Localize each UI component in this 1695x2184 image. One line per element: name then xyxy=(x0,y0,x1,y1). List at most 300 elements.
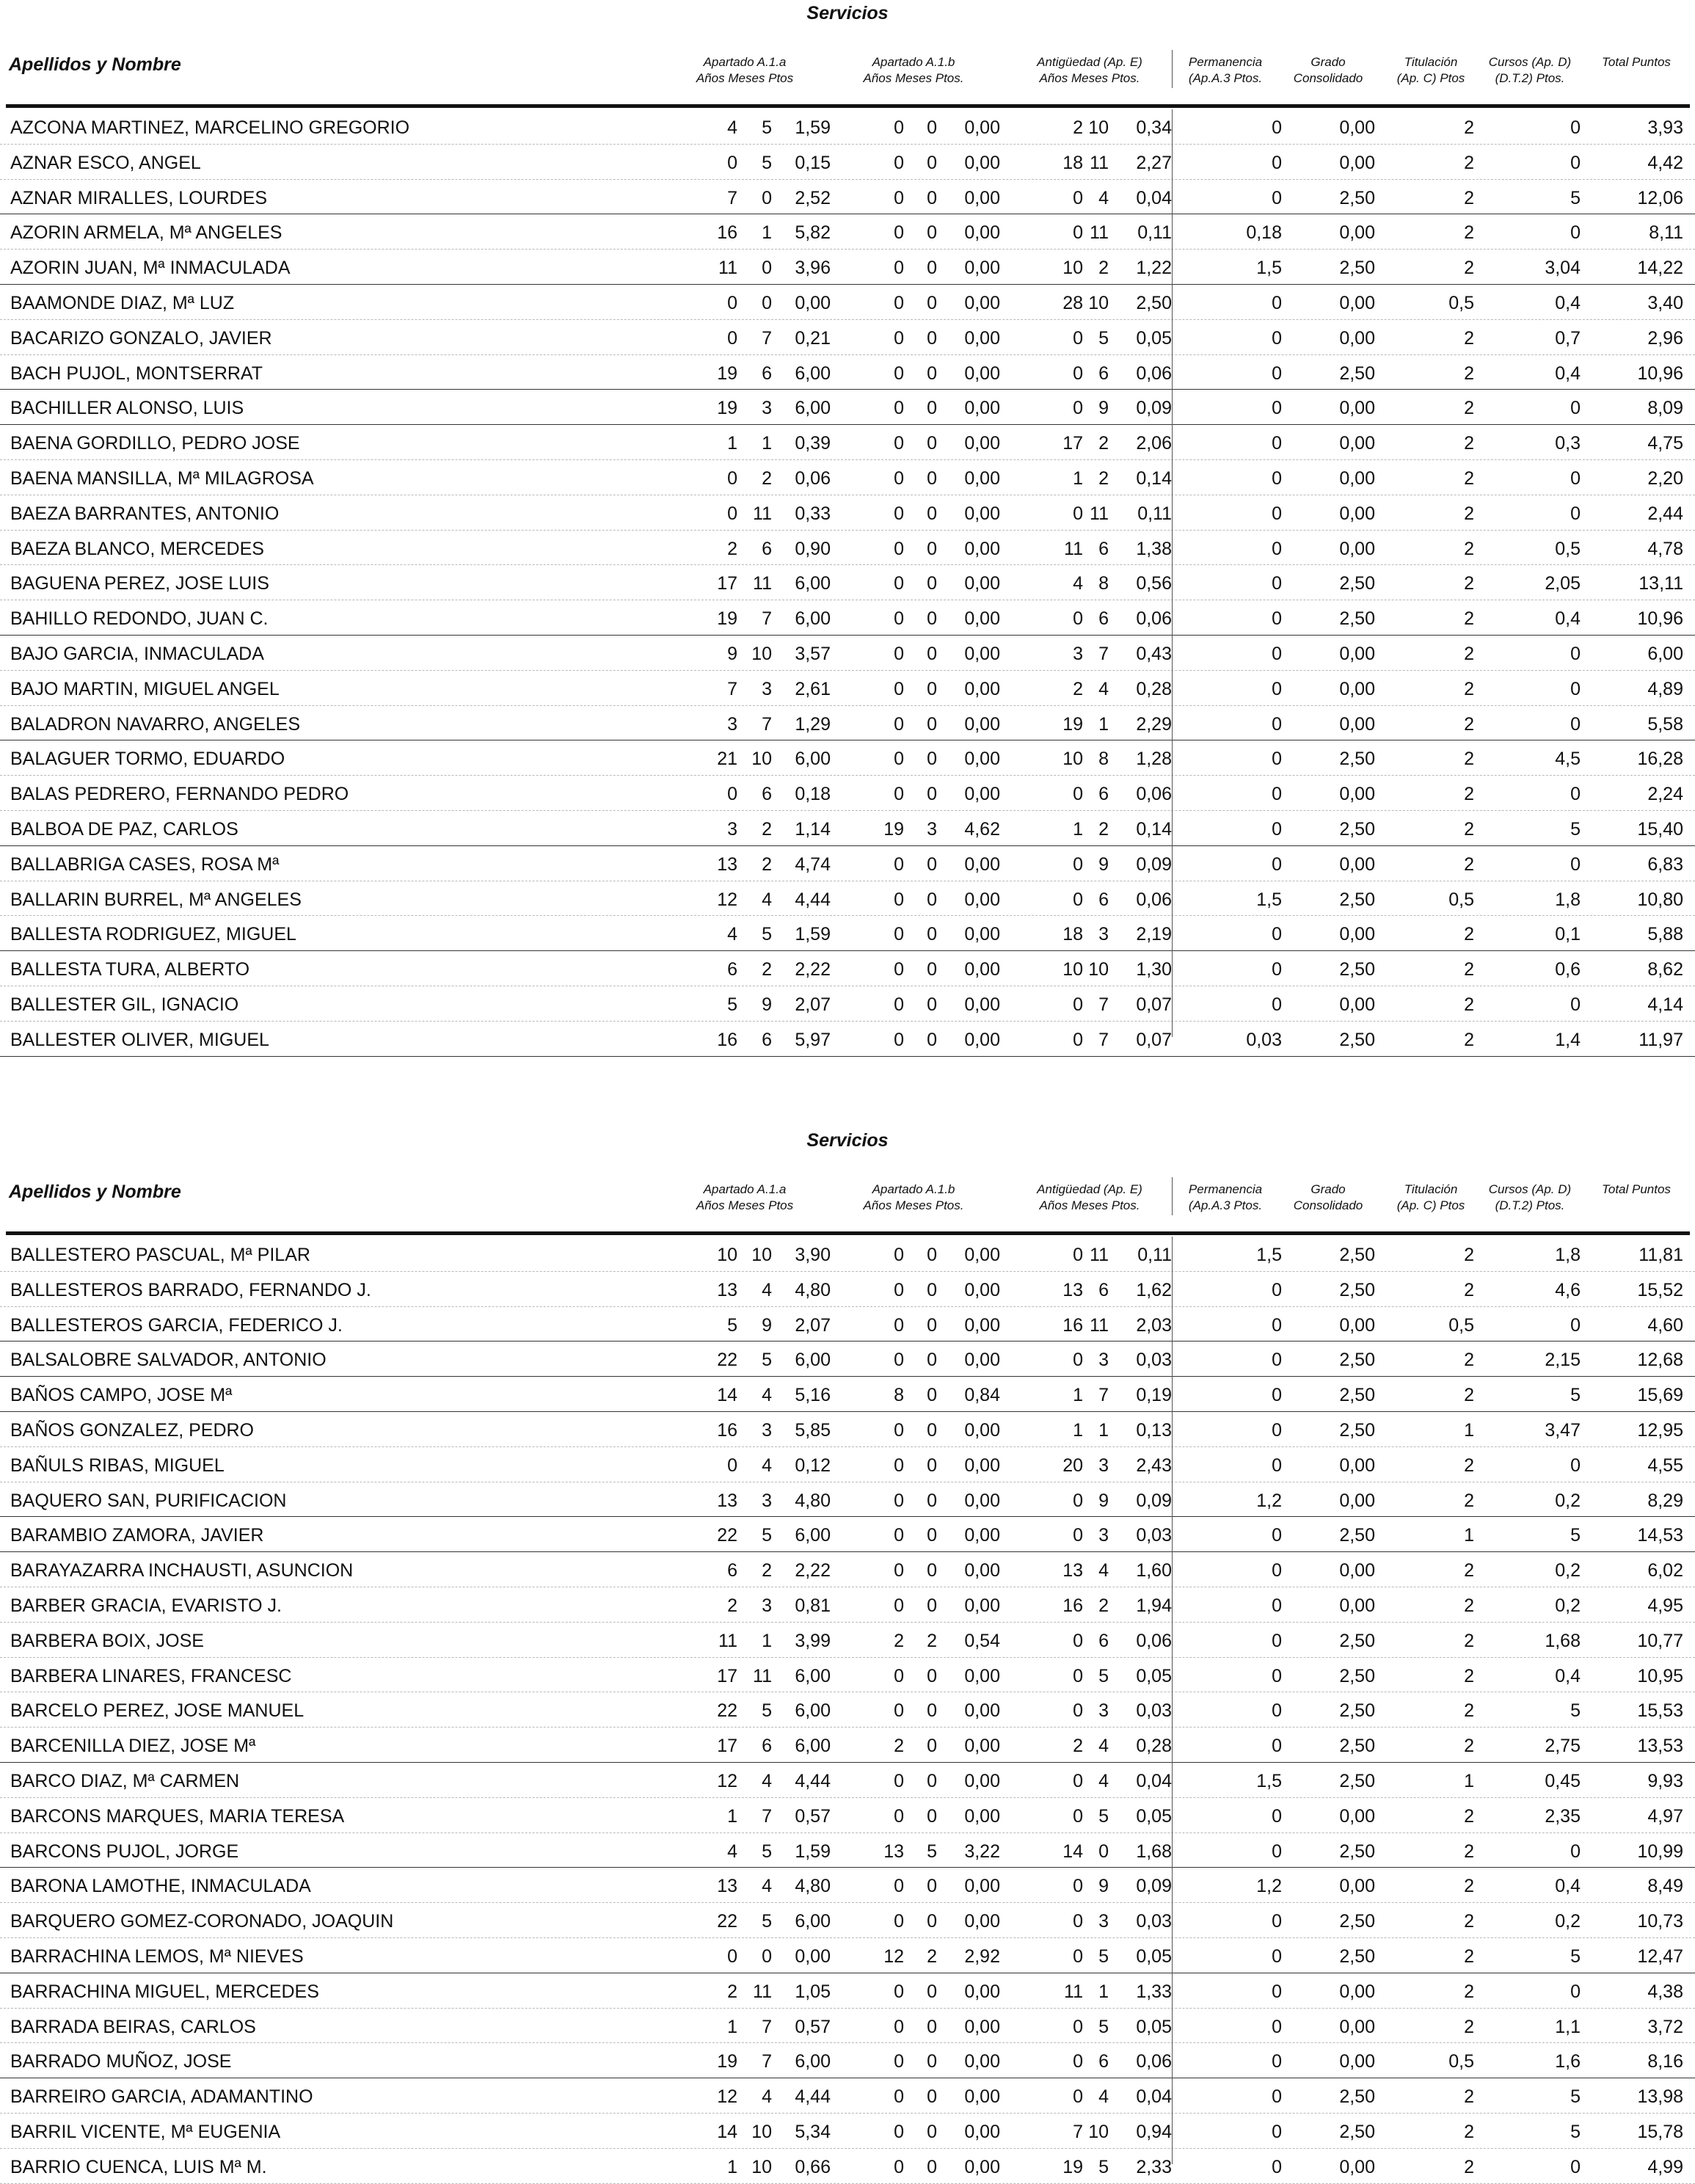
cell-a1b-meses: 0 xyxy=(927,889,937,910)
cell-antig-meses: 6 xyxy=(1098,1630,1109,1651)
cell-titulacion: 1 xyxy=(1464,1525,1474,1546)
cell-antig-meses: 1 xyxy=(1098,1419,1109,1441)
cell-permanencia: 0 xyxy=(1272,1314,1282,1336)
cell-antig-meses: 5 xyxy=(1098,1665,1109,1686)
cell-titulacion: 2 xyxy=(1464,678,1474,699)
cell-a1b-meses: 0 xyxy=(927,433,937,454)
table-row xyxy=(0,1658,1695,1693)
cell-total: 2,44 xyxy=(1647,503,1683,524)
cell-permanencia: 0 xyxy=(1272,2156,1282,2177)
cell-titulacion: 2 xyxy=(1464,1911,1474,1932)
cell-a1a-meses: 4 xyxy=(762,1455,772,1476)
cell-name: BALBOA DE PAZ, CARLOS xyxy=(10,818,238,840)
cell-cursos: 0 xyxy=(1570,784,1581,805)
cell-name: BARBERA LINARES, FRANCESC xyxy=(10,1665,292,1686)
cell-a1b-ptos: 0,00 xyxy=(964,2156,1000,2177)
cell-antig-meses: 7 xyxy=(1098,643,1109,664)
cell-permanencia: 1,5 xyxy=(1256,1770,1282,1791)
cell-antig-meses: 3 xyxy=(1098,1700,1109,1722)
cell-antig-anos: 0 xyxy=(1073,503,1083,524)
cell-a1b-ptos: 0,00 xyxy=(964,1279,1000,1300)
cell-name: BARRADA BEIRAS, CARLOS xyxy=(10,2016,256,2037)
cell-permanencia: 0 xyxy=(1272,924,1282,945)
header-permanencia: Permanencia (Ap.A.3 Ptos. xyxy=(1188,1182,1263,1212)
cell-antig-ptos: 2,03 xyxy=(1136,1314,1172,1336)
table-row xyxy=(0,1237,1695,1272)
cell-antig-meses: 2 xyxy=(1098,433,1109,454)
cell-titulacion: 2 xyxy=(1464,643,1474,664)
table-row xyxy=(0,846,1695,881)
cell-titulacion: 2 xyxy=(1464,608,1474,630)
cell-antig-meses: 11 xyxy=(1090,503,1109,524)
cell-permanencia: 0 xyxy=(1272,1841,1282,1862)
table-row xyxy=(0,145,1695,180)
cell-cursos: 0 xyxy=(1570,467,1581,489)
cell-antig-anos: 10 xyxy=(1062,258,1083,279)
cell-cursos: 1,68 xyxy=(1545,1630,1581,1651)
cell-a1b-ptos: 0,00 xyxy=(964,1350,1000,1371)
cell-titulacion: 2 xyxy=(1464,1385,1474,1406)
header-antiguedad: Antigüedad (Ap. E) Años Meses Ptos. xyxy=(1037,55,1142,85)
cell-a1b-ptos: 0,00 xyxy=(964,503,1000,524)
cell-antig-ptos: 1,60 xyxy=(1136,1560,1172,1581)
cell-name: BALLESTER GIL, IGNACIO xyxy=(10,994,239,1015)
cell-grado: 0,00 xyxy=(1339,1805,1375,1827)
cell-a1b-anos: 0 xyxy=(894,1029,904,1050)
cell-a1b-meses: 5 xyxy=(927,1841,937,1862)
cell-grado: 2,50 xyxy=(1339,1350,1375,1371)
cell-cursos: 0,4 xyxy=(1555,1665,1581,1686)
cell-total: 5,58 xyxy=(1647,713,1683,735)
cell-name: BALLESTERO PASCUAL, Mª PILAR xyxy=(10,1245,310,1265)
cell-antig-meses: 8 xyxy=(1098,749,1109,770)
cell-a1a-anos: 10 xyxy=(717,1245,737,1265)
cell-permanencia: 0 xyxy=(1272,853,1282,875)
cell-antig-ptos: 0,06 xyxy=(1136,2051,1172,2072)
cell-a1b-anos: 0 xyxy=(894,678,904,699)
table-row xyxy=(0,1763,1695,1798)
cell-a1a-anos: 7 xyxy=(727,187,737,208)
cell-grado: 0,00 xyxy=(1339,1560,1375,1581)
cell-antig-ptos: 2,06 xyxy=(1136,433,1172,454)
cell-antig-ptos: 0,11 xyxy=(1137,503,1172,524)
cell-cursos: 0,2 xyxy=(1555,1595,1581,1616)
cell-permanencia: 0 xyxy=(1272,784,1282,805)
cell-grado: 2,50 xyxy=(1339,363,1375,384)
table-row xyxy=(0,180,1695,215)
cell-a1a-ptos: 0,57 xyxy=(795,2016,831,2037)
cell-a1b-meses: 0 xyxy=(927,713,937,735)
cell-total: 11,81 xyxy=(1638,1245,1683,1265)
cell-a1a-ptos: 3,99 xyxy=(795,1630,831,1651)
cell-permanencia: 1,5 xyxy=(1256,1245,1282,1265)
cell-antig-ptos: 0,11 xyxy=(1137,222,1172,244)
cell-a1a-ptos: 0,18 xyxy=(795,784,831,805)
cell-a1b-ptos: 0,84 xyxy=(964,1385,1000,1406)
cell-a1b-anos: 0 xyxy=(894,327,904,349)
cell-a1a-ptos: 4,80 xyxy=(795,1490,831,1511)
header-rule xyxy=(6,104,1690,108)
cell-a1b-meses: 0 xyxy=(927,1665,937,1686)
cell-a1b-ptos: 0,00 xyxy=(964,1314,1000,1336)
table-row xyxy=(0,1692,1695,1728)
cell-a1a-ptos: 6,00 xyxy=(795,1911,831,1932)
table-body xyxy=(0,1237,1695,2184)
cell-cursos: 2,75 xyxy=(1545,1736,1581,1757)
cell-a1b-anos: 0 xyxy=(894,1314,904,1336)
cell-total: 8,49 xyxy=(1647,1876,1683,1897)
cell-a1a-meses: 6 xyxy=(762,538,772,559)
cell-a1a-anos: 12 xyxy=(717,2086,737,2108)
cell-a1b-meses: 0 xyxy=(927,1805,937,1827)
table-row xyxy=(0,740,1695,776)
cell-a1b-meses: 0 xyxy=(927,1595,937,1616)
cell-a1b-meses: 0 xyxy=(927,749,937,770)
cell-a1b-anos: 2 xyxy=(894,1630,904,1651)
cell-antig-ptos: 0,03 xyxy=(1136,1911,1172,1932)
cell-antig-anos: 0 xyxy=(1073,994,1083,1015)
cell-a1a-anos: 1 xyxy=(727,2016,737,2037)
table-row xyxy=(0,1903,1695,1938)
cell-a1b-meses: 0 xyxy=(927,363,937,384)
cell-antig-ptos: 1,28 xyxy=(1136,749,1172,770)
cell-a1b-ptos: 0,00 xyxy=(964,924,1000,945)
cell-a1b-meses: 0 xyxy=(927,1560,937,1581)
cell-a1a-meses: 11 xyxy=(753,1665,772,1686)
cell-a1b-ptos: 0,00 xyxy=(964,222,1000,244)
table-row xyxy=(0,2009,1695,2044)
cell-cursos: 5 xyxy=(1570,2121,1581,2142)
cell-cursos: 0 xyxy=(1570,2156,1581,2177)
cell-titulacion: 2 xyxy=(1464,2086,1474,2108)
cell-a1b-meses: 0 xyxy=(927,678,937,699)
cell-titulacion: 2 xyxy=(1464,117,1474,138)
cell-a1a-ptos: 0,00 xyxy=(795,1945,831,1967)
cell-titulacion: 2 xyxy=(1464,1945,1474,1967)
cell-a1b-ptos: 0,00 xyxy=(964,1245,1000,1265)
cell-permanencia: 0 xyxy=(1272,1419,1282,1441)
cell-a1a-ptos: 5,16 xyxy=(795,1385,831,1406)
cell-a1b-meses: 0 xyxy=(927,398,937,419)
cell-a1a-anos: 3 xyxy=(727,713,737,735)
cell-antig-meses: 0 xyxy=(1098,1841,1109,1862)
cell-a1b-ptos: 0,00 xyxy=(964,1665,1000,1686)
cell-antig-anos: 16 xyxy=(1062,1314,1083,1336)
cell-titulacion: 2 xyxy=(1464,327,1474,349)
cell-permanencia: 0 xyxy=(1272,1560,1282,1581)
cell-a1a-meses: 2 xyxy=(762,1560,772,1581)
cell-a1a-anos: 12 xyxy=(717,1770,737,1791)
cell-antig-ptos: 0,28 xyxy=(1136,1736,1172,1757)
header-separator xyxy=(1172,1177,1173,1215)
header-titulacion: Titulación (Ap. C) Ptos xyxy=(1396,55,1465,85)
cell-a1a-ptos: 0,15 xyxy=(795,152,831,173)
header-rule xyxy=(6,1231,1690,1235)
cell-name: BAQUERO SAN, PURIFICACION xyxy=(10,1490,287,1511)
table-row xyxy=(0,250,1695,285)
cell-a1b-anos: 0 xyxy=(894,538,904,559)
cell-cursos: 3,04 xyxy=(1545,258,1581,279)
cell-cursos: 0,2 xyxy=(1555,1911,1581,1932)
cell-a1a-meses: 0 xyxy=(762,292,772,313)
cell-titulacion: 0,5 xyxy=(1448,292,1474,313)
cell-name: BARCONS PUJOL, JORGE xyxy=(10,1841,239,1862)
table-row xyxy=(0,1517,1695,1552)
cell-total: 8,09 xyxy=(1647,398,1683,419)
cell-a1b-meses: 0 xyxy=(927,187,937,208)
cell-a1a-anos: 22 xyxy=(717,1911,737,1932)
cell-antig-ptos: 0,03 xyxy=(1136,1700,1172,1722)
cell-name: BALADRON NAVARRO, ANGELES xyxy=(10,713,301,735)
cell-a1b-ptos: 0,00 xyxy=(964,959,1000,980)
cell-a1a-ptos: 6,00 xyxy=(795,1350,831,1371)
cell-a1b-ptos: 0,00 xyxy=(964,994,1000,1015)
table-row xyxy=(0,565,1695,600)
cell-antig-meses: 11 xyxy=(1090,222,1109,244)
cell-a1a-ptos: 0,90 xyxy=(795,538,831,559)
cell-a1b-ptos: 0,54 xyxy=(964,1630,1000,1651)
cell-a1a-ptos: 2,07 xyxy=(795,1314,831,1336)
cell-a1a-anos: 14 xyxy=(717,2121,737,2142)
cell-titulacion: 2 xyxy=(1464,1560,1474,1581)
cell-a1a-anos: 9 xyxy=(727,643,737,664)
cell-total: 10,77 xyxy=(1637,1630,1683,1651)
cell-a1b-anos: 0 xyxy=(894,1700,904,1722)
cell-antig-meses: 9 xyxy=(1098,1490,1109,1511)
cell-permanencia: 0 xyxy=(1272,1736,1282,1757)
cell-grado: 2,50 xyxy=(1339,1911,1375,1932)
cell-permanencia: 0 xyxy=(1272,1595,1282,1616)
header-grado: Grado Consolidado xyxy=(1293,1182,1363,1212)
cell-antig-ptos: 2,19 xyxy=(1136,924,1172,945)
table-row xyxy=(0,986,1695,1022)
cell-antig-meses: 2 xyxy=(1098,818,1109,840)
cell-a1b-meses: 0 xyxy=(927,1736,937,1757)
cell-a1a-meses: 10 xyxy=(751,1245,772,1265)
cell-a1a-meses: 0 xyxy=(762,1945,772,1967)
cell-a1a-anos: 14 xyxy=(717,1385,737,1406)
cell-a1a-ptos: 0,66 xyxy=(795,2156,831,2177)
table-row xyxy=(0,951,1695,986)
cell-titulacion: 2 xyxy=(1464,152,1474,173)
cell-a1b-meses: 0 xyxy=(927,292,937,313)
header-total: Total Puntos xyxy=(1602,1182,1671,1196)
cell-a1b-ptos: 0,00 xyxy=(964,538,1000,559)
cell-grado: 2,50 xyxy=(1339,889,1375,910)
cell-a1b-meses: 0 xyxy=(927,327,937,349)
cell-antig-anos: 2 xyxy=(1073,678,1083,699)
cell-a1a-ptos: 4,44 xyxy=(795,1770,831,1791)
cell-a1b-anos: 12 xyxy=(883,1945,904,1967)
cell-name: BALLARIN BURREL, Mª ANGELES xyxy=(10,889,302,910)
cell-antig-anos: 0 xyxy=(1073,222,1083,244)
cell-a1a-meses: 3 xyxy=(762,398,772,419)
cell-antig-meses: 3 xyxy=(1098,1455,1109,1476)
table-row xyxy=(0,2149,1695,2184)
cell-name: BARBERA BOIX, JOSE xyxy=(10,1630,204,1651)
table-row xyxy=(0,1342,1695,1377)
cell-a1a-ptos: 0,21 xyxy=(795,327,831,349)
cell-antig-anos: 19 xyxy=(1062,713,1083,735)
cell-antig-anos: 0 xyxy=(1073,1029,1083,1050)
cell-a1a-meses: 5 xyxy=(762,1525,772,1546)
cell-a1b-anos: 0 xyxy=(894,292,904,313)
cell-a1b-anos: 0 xyxy=(894,258,904,279)
cell-antig-anos: 0 xyxy=(1073,1350,1083,1371)
cell-titulacion: 2 xyxy=(1464,1841,1474,1862)
cell-a1b-anos: 0 xyxy=(894,1595,904,1616)
cell-a1a-anos: 16 xyxy=(717,1029,737,1050)
cell-antig-meses: 4 xyxy=(1098,2086,1109,2108)
cell-a1b-anos: 0 xyxy=(894,1981,904,2002)
cell-a1b-meses: 0 xyxy=(927,2086,937,2108)
cell-a1a-anos: 7 xyxy=(727,678,737,699)
cell-a1b-anos: 0 xyxy=(894,749,904,770)
cell-antig-anos: 0 xyxy=(1073,398,1083,419)
cell-name: BALLESTA TURA, ALBERTO xyxy=(10,959,250,980)
cell-total: 3,72 xyxy=(1647,2016,1683,2037)
cell-permanencia: 0 xyxy=(1272,1279,1282,1300)
header-apartado-a1a: Apartado A.1.a Años Meses Ptos xyxy=(696,55,794,85)
cell-a1a-anos: 2 xyxy=(727,1981,737,2002)
cell-antig-anos: 0 xyxy=(1073,1911,1083,1932)
cell-a1b-anos: 0 xyxy=(894,398,904,419)
cell-a1b-meses: 0 xyxy=(927,222,937,244)
cell-antig-anos: 0 xyxy=(1073,784,1083,805)
cell-cursos: 0 xyxy=(1570,1841,1581,1862)
cell-a1a-anos: 0 xyxy=(727,467,737,489)
cell-a1a-ptos: 3,57 xyxy=(795,643,831,664)
cell-a1b-meses: 0 xyxy=(927,1911,937,1932)
cell-permanencia: 0 xyxy=(1272,117,1282,138)
cell-total: 14,53 xyxy=(1637,1525,1683,1546)
cell-antig-meses: 1 xyxy=(1098,1981,1109,2002)
cell-antig-ptos: 0,07 xyxy=(1136,1029,1172,1050)
cell-antig-anos: 2 xyxy=(1073,1736,1083,1757)
cell-a1b-ptos: 0,00 xyxy=(964,327,1000,349)
header-total: Total Puntos xyxy=(1602,55,1671,69)
cell-a1a-meses: 10 xyxy=(751,643,772,664)
cell-antig-anos: 10 xyxy=(1062,749,1083,770)
cell-antig-ptos: 0,05 xyxy=(1136,1665,1172,1686)
cell-a1b-meses: 0 xyxy=(927,503,937,524)
section-title: Servicios xyxy=(806,3,889,23)
cell-permanencia: 0 xyxy=(1272,538,1282,559)
cell-permanencia: 0 xyxy=(1272,608,1282,630)
cell-total: 10,73 xyxy=(1637,1911,1683,1932)
cell-a1b-anos: 0 xyxy=(894,2156,904,2177)
cell-name: BACARIZO GONZALO, JAVIER xyxy=(10,327,272,349)
table-row xyxy=(0,109,1695,145)
cell-grado: 0,00 xyxy=(1339,503,1375,524)
cell-antig-anos: 0 xyxy=(1073,1490,1083,1511)
cell-a1a-meses: 5 xyxy=(762,152,772,173)
cell-titulacion: 2 xyxy=(1464,2016,1474,2037)
cell-cursos: 0,4 xyxy=(1555,292,1581,313)
cell-antig-meses: 6 xyxy=(1098,538,1109,559)
cell-a1a-meses: 5 xyxy=(762,1841,772,1862)
cell-a1b-anos: 0 xyxy=(894,1419,904,1441)
cell-permanencia: 0,18 xyxy=(1246,222,1282,244)
cell-grado: 0,00 xyxy=(1339,2156,1375,2177)
header-name: Apellidos y Nombre xyxy=(9,54,181,75)
cell-name: BARRADO MUÑOZ, JOSE xyxy=(10,2051,232,2072)
section-title: Servicios xyxy=(806,1130,889,1151)
cell-a1a-anos: 11 xyxy=(718,258,737,279)
cell-name: BARBER GRACIA, EVARISTO J. xyxy=(10,1595,282,1616)
cell-antig-anos: 0 xyxy=(1073,1805,1083,1827)
cell-antig-meses: 10 xyxy=(1088,117,1109,138)
cell-grado: 0,00 xyxy=(1339,222,1375,244)
cell-a1b-meses: 0 xyxy=(927,784,937,805)
cell-a1a-anos: 0 xyxy=(727,1945,737,1967)
cell-antig-ptos: 0,06 xyxy=(1136,608,1172,630)
table-row xyxy=(0,285,1695,320)
table-row xyxy=(0,1973,1695,2009)
cell-a1b-ptos: 0,00 xyxy=(964,1876,1000,1897)
cell-total: 4,38 xyxy=(1647,1981,1683,2002)
cell-titulacion: 2 xyxy=(1464,1245,1474,1265)
cell-permanencia: 0 xyxy=(1272,1700,1282,1722)
cell-a1b-meses: 0 xyxy=(927,152,937,173)
cell-antig-meses: 4 xyxy=(1098,187,1109,208)
cell-a1a-meses: 7 xyxy=(762,608,772,630)
cell-total: 14,22 xyxy=(1637,258,1683,279)
cell-antig-anos: 0 xyxy=(1073,889,1083,910)
cell-a1a-anos: 17 xyxy=(717,573,737,594)
header-apartado-a1b: Apartado A.1.b Años Meses Ptos. xyxy=(863,1182,964,1212)
cell-a1a-anos: 17 xyxy=(717,1665,737,1686)
table-row xyxy=(0,1623,1695,1658)
header-apartado-a1a: Apartado A.1.a Años Meses Ptos xyxy=(696,1182,794,1212)
cell-cursos: 0 xyxy=(1570,1314,1581,1336)
cell-a1a-anos: 19 xyxy=(717,398,737,419)
cell-a1a-meses: 10 xyxy=(751,749,772,770)
cell-a1a-meses: 6 xyxy=(762,1029,772,1050)
cell-total: 10,96 xyxy=(1637,608,1683,630)
cell-permanencia: 1,5 xyxy=(1256,889,1282,910)
cell-a1b-ptos: 0,00 xyxy=(964,643,1000,664)
cell-a1b-meses: 0 xyxy=(927,467,937,489)
cell-a1a-ptos: 4,80 xyxy=(795,1876,831,1897)
cell-a1b-ptos: 3,22 xyxy=(964,1841,1000,1862)
cell-a1b-ptos: 0,00 xyxy=(964,1700,1000,1722)
cell-titulacion: 2 xyxy=(1464,538,1474,559)
cell-name: BARREIRO GARCIA, ADAMANTINO xyxy=(10,2086,313,2108)
cell-total: 4,99 xyxy=(1647,2156,1683,2177)
cell-a1b-anos: 13 xyxy=(883,1841,904,1862)
cell-cursos: 0 xyxy=(1570,222,1581,244)
cell-a1a-anos: 0 xyxy=(727,784,737,805)
cell-a1a-ptos: 2,22 xyxy=(795,959,831,980)
header-antiguedad: Antigüedad (Ap. E) Años Meses Ptos. xyxy=(1037,1182,1142,1212)
cell-a1a-ptos: 0,12 xyxy=(795,1455,831,1476)
cell-a1b-meses: 0 xyxy=(927,2156,937,2177)
header-separator xyxy=(1172,50,1173,88)
cell-a1a-anos: 2 xyxy=(727,538,737,559)
cell-antig-anos: 14 xyxy=(1062,1841,1083,1862)
cell-grado: 2,50 xyxy=(1339,818,1375,840)
cell-antig-anos: 13 xyxy=(1062,1279,1083,1300)
cell-a1a-meses: 11 xyxy=(753,1981,772,2002)
cell-name: AZORIN JUAN, Mª INMACULADA xyxy=(10,258,291,279)
cell-cursos: 0,6 xyxy=(1555,959,1581,980)
cell-a1a-meses: 6 xyxy=(762,363,772,384)
cell-cursos: 0,4 xyxy=(1555,608,1581,630)
cell-a1a-ptos: 4,44 xyxy=(795,889,831,910)
table-row xyxy=(0,460,1695,495)
cell-a1b-meses: 0 xyxy=(927,1279,937,1300)
